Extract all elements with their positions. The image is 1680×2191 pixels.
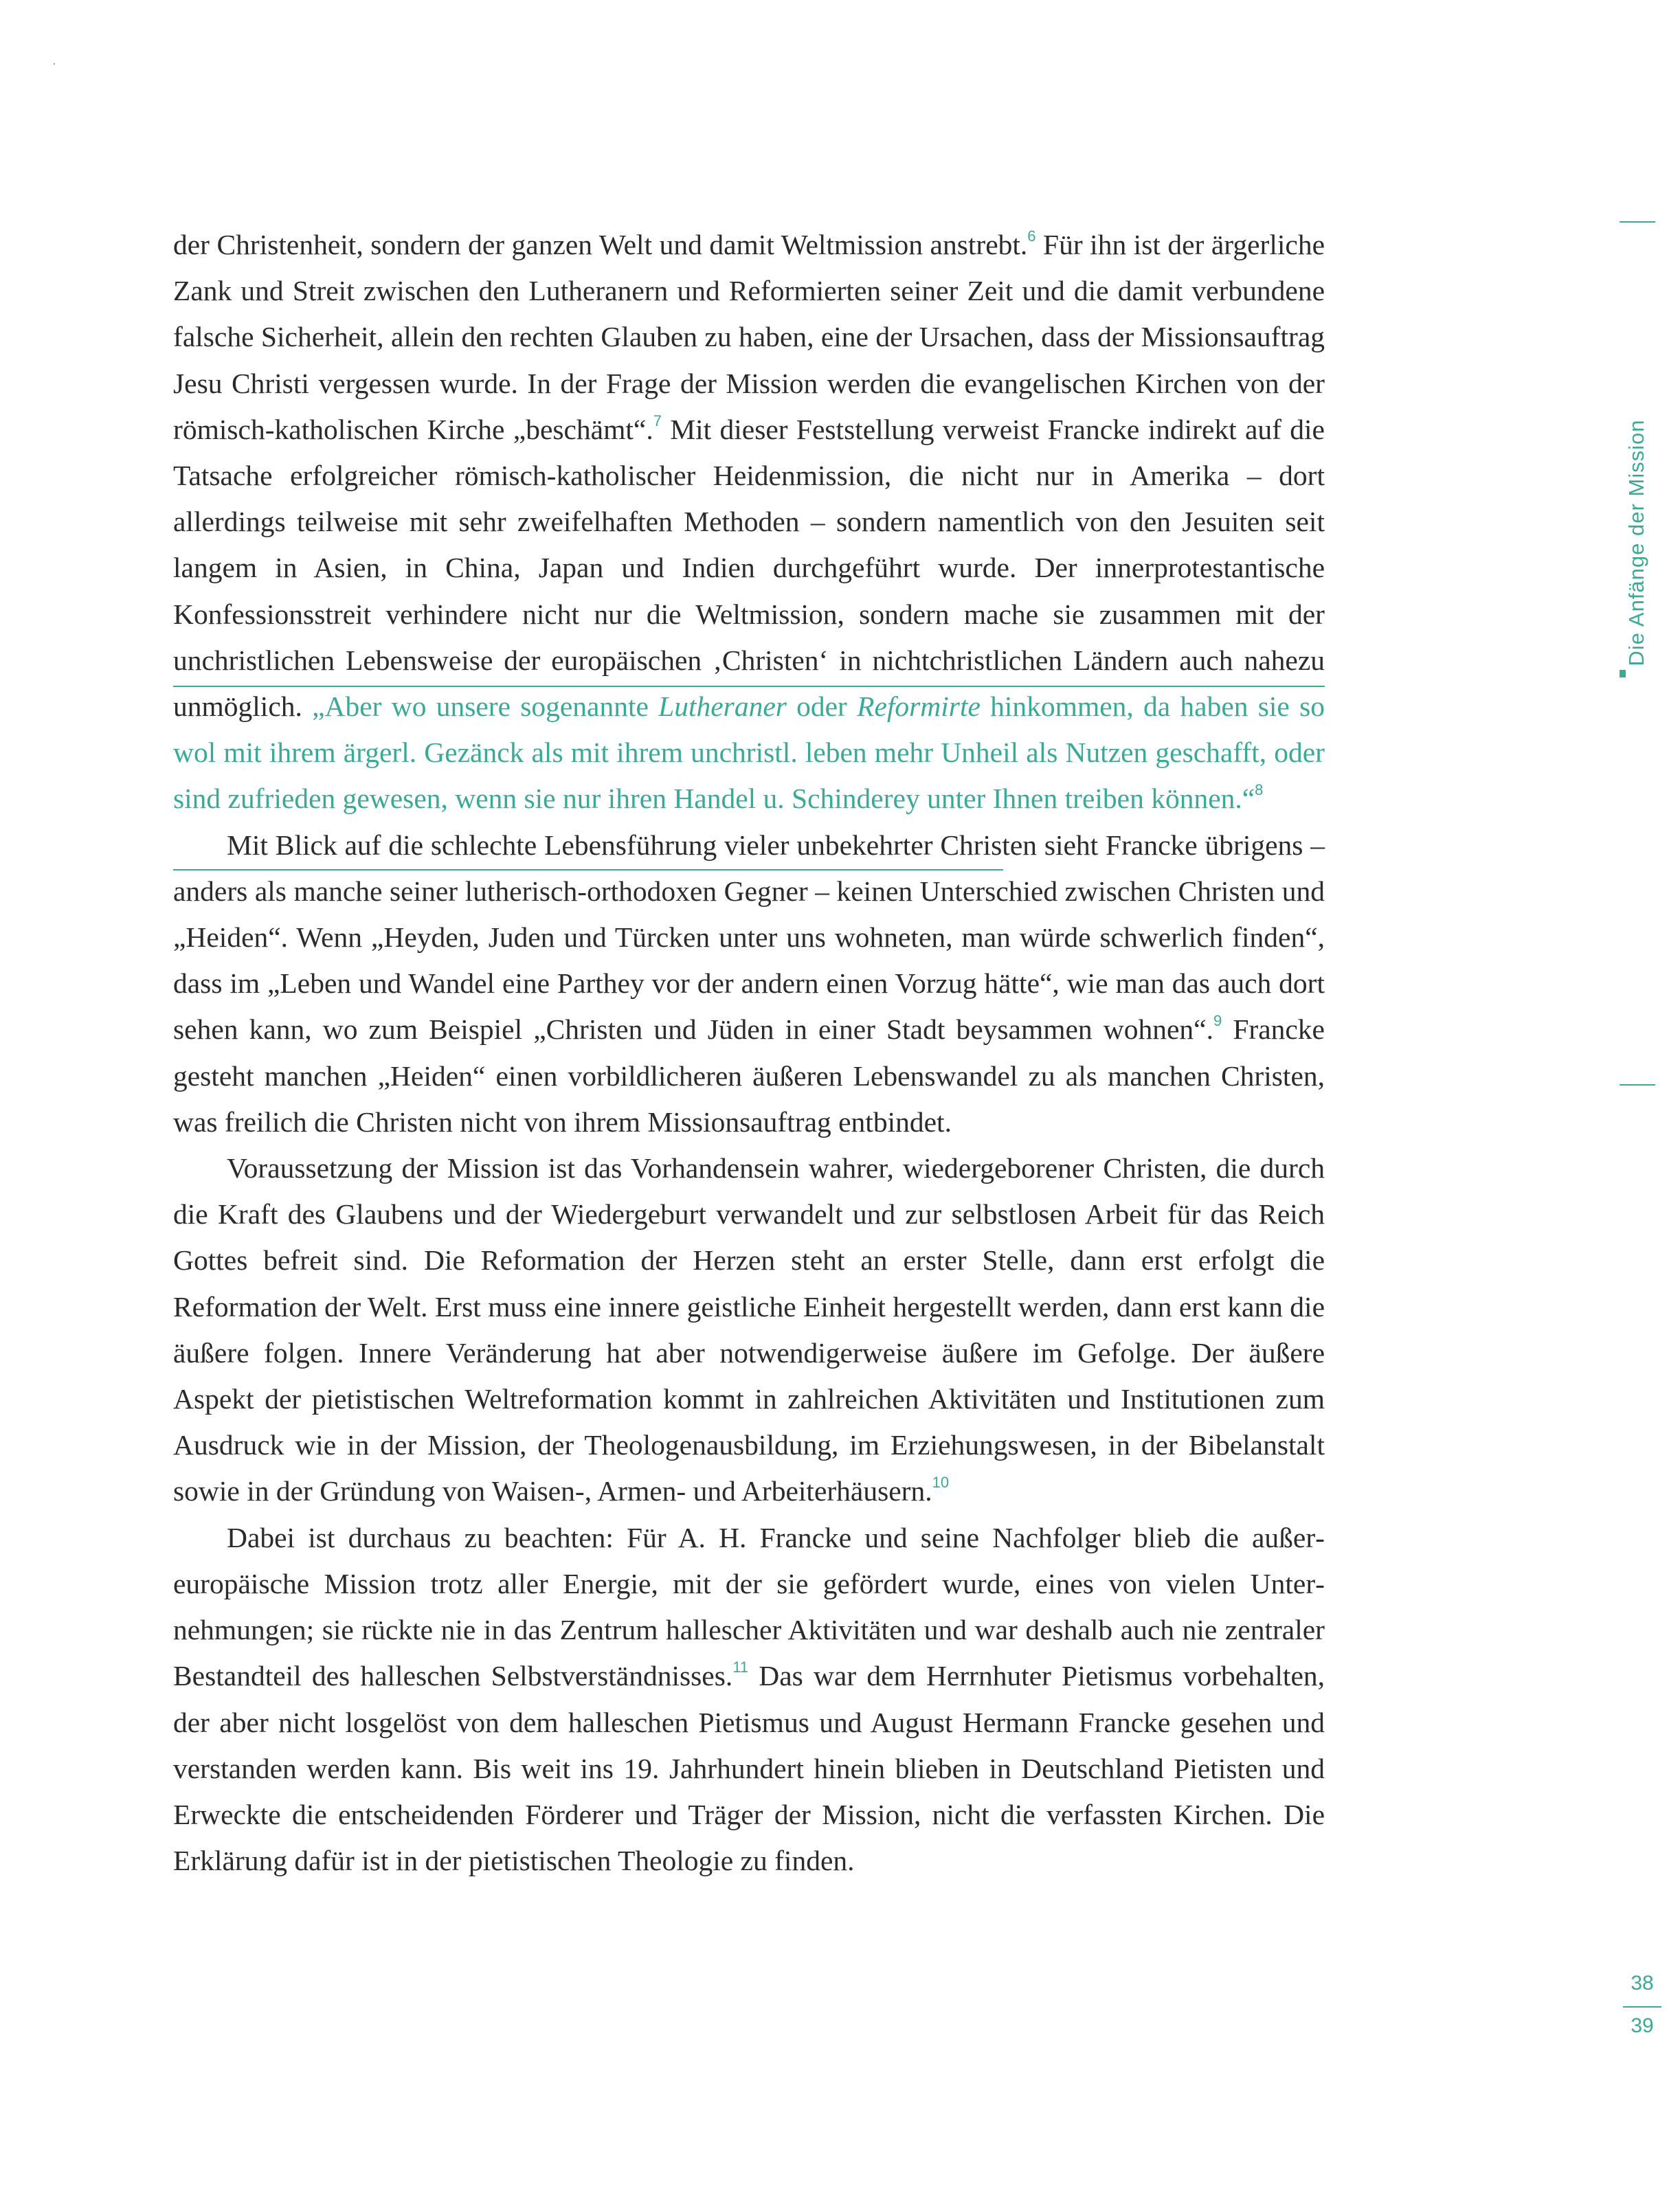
paragraph-1: der Christenheit, sondern der ganzen Welt und damit Weltmission anstrebt.$^6$ Für ihn ist der ärgerliche Zank und Streit zwischen den Lutheranern und Reformierten seiner Zeit und die damit verbundene falsche Sicherheit, allein den rechten Glauben zu haben, eine der Ursachen, dass der Missionsauftrag Jesu Christi vergessen wurde. In der Frage der Mission werden die evangelischen Kirchen von der römisch-katholischen Kirche „beschämt“.$^7$ Mit dieser Feststellung verweist Francke indirekt auf die Tatsache erfolgreicher römisch-katholischer Heidenmission, die nicht nur in Amerika – dort allerdings teilweise mit sehr zweifelhaften Methoden – sondern namentlich von den Jesuiten seit langem in Asien, in China, Japan und Indien durchgeführt wurde. Der innerprotestantische Konfessionsstreit verhindere nicht nur die Weltmission, sondern mache sie zusammen mit der unchristlichen Lebensweise der europäischen ‚Christen‘ in nichtchristlichen Ländern auch nahezu unmöglich. „Aber wo unsere sogenannte Lutheraner oder Reformirte hinkommen, da haben sie so wol mit ihrem ärgerl. Gezänck als mit ihrem unchristl. leben mehr Unheil als Nutzen geschafft, oder sind zufrieden gewesen, wenn sie nur ihren Handel u. Schinderey unter Ihnen treiben können.“$^8$: [173, 227, 1325, 815]
margin-rule-top: [1620, 221, 1655, 223]
footnote-ref-11: 11: [732, 1659, 749, 1676]
body-text: [173, 222, 1325, 1884]
paragraph-3: Voraussetzung der Mission ist das Vorhandensein wahrer, wiedergeborener Christen, die durch die Kraft des Glaubens und der Wiedergeburt verwandelt und zur selbstlosen Arbeit für das Reich Gottes befreit sind. Die Reformation der Herzen steht an erster Stelle, dann erst erfolgt die Reformation der Welt. Erst muss eine innere geistliche Einheit hergestellt werden, dann erst kann die äußere folgen. Innere Veränderung hat aber notwendigerweise äußere im Gefolge. Der äußere Aspekt der pietistischen Weltreformation kommt in zahlreichen Aktivitäten und Institutionen zum Ausdruck wie in der Mission, der Theologenausbildung, im Erziehungswesen, in der Bibelanstalt sowie in der Gründung von Waisen-, Armen- und Arbeiterhäusern.$^{10}$: [173, 1152, 1325, 1507]
running-head: Die Anfänge der Mission: [1624, 419, 1648, 666]
paragraph-2: Mit Blick auf die schlechte Lebensführung vieler unbekehrter Christen sieht Francke übrigens – anders als manche seiner lutherisch-orthodoxen Gegner – keinen Unterschied zwischen Christen und „Heiden“. Wenn „Heyden, Juden und Türcken unter uns wohneten, man würde schwerlich finden“, dass im „Leben und Wandel eine Parthey vor der andern einen Vorzug hätte“, wie man das auch dort sehen kann, wo zum Beispiel „Christen und Jüden in einer Stadt beysammen wohnen“.$^9$ Francke gesteht manchen „Heiden“ einen vorbildlicheren äußeren Lebenswandel zu als manchen Christen, was freilich die Christen nicht von ihrem Missionsauftrag entbindet.: [173, 829, 1325, 1138]
footnote-ref-8: 8: [1255, 781, 1264, 799]
running-head-marker: [1620, 670, 1626, 677]
quote-rule-top: [173, 686, 1325, 687]
quote-rule-bottom: [173, 869, 1003, 870]
quotation: „Aber wo unsere sogenannte Lutheraner oder Reformirte hinkommen, da haben sie so wol mit ihrem ärgerl. Gezänck als mit ihrem unchristl. leben mehr Unheil als Nutzen geschafft, oder sind zufrieden gewesen, wenn sie nur ihren Handel u. Schinderey unter Ihnen treiben können.“: [173, 690, 1325, 815]
page-number-left: 38: [1631, 1972, 1654, 1995]
paragraph-4: Dabei ist durchaus zu beachten: Für A. H. Francke und seine Nachfolger blieb die außereuropäische Mission trotz aller Energie, mit der sie gefördert wurde, eines von vielen Unternehmungen; sie rückte nie in das Zentrum hallescher Aktivitäten und war deshalb auch nie zentraler Bestandteil des halleschen Selbstverständnisses.$^{11}$ Das war dem Herrnhuter Pietismus vorbehalten, der aber nicht losgelöst von dem halleschen Pietismus und August Hermann Francke gesehen und verstanden werden kann. Bis weit ins 19. Jahrhundert hinein blieben in Deutschland Pietisten und Erweckte die entscheidenden Förderer und Träger der Mission, nicht die verfassten Kirchen. Die Erklärung dafür ist in der pietistischen Theologie zu finden.: [173, 1521, 1325, 1877]
margin-rule-middle: [1620, 1084, 1655, 1086]
page-number-right: 39: [1631, 2014, 1654, 2037]
footnote-ref-7: 7: [653, 412, 662, 429]
footnote-ref-6: 6: [1027, 227, 1036, 245]
page-number-divider: [1623, 2006, 1661, 2008]
footnote-ref-9: 9: [1213, 1012, 1222, 1030]
scan-speck: [54, 63, 55, 65]
footnote-ref-10: 10: [932, 1474, 950, 1492]
